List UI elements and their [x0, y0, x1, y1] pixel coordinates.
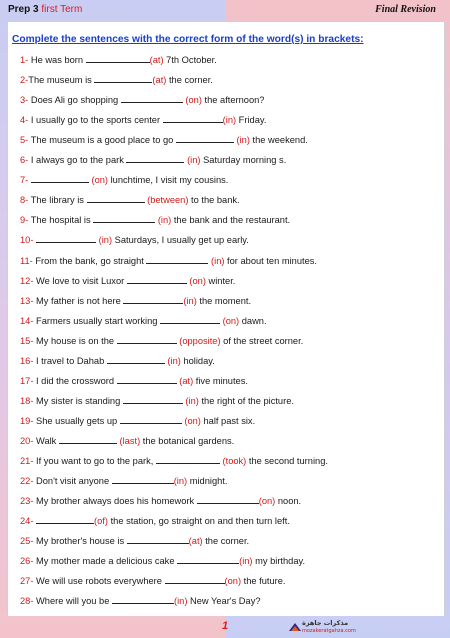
bracket-word: (in)	[183, 295, 197, 306]
question-text: the second turning.	[246, 456, 328, 466]
question-text: Where will you be	[33, 596, 112, 607]
bracket-word: (on)	[184, 415, 201, 426]
question-text: for about ten minutes.	[224, 255, 317, 266]
answer-blank[interactable]	[86, 53, 150, 63]
answer-blank[interactable]	[121, 93, 183, 103]
question-text: Walk	[33, 435, 59, 446]
bracket-word: (on)	[189, 275, 206, 286]
question-text: New Year's Day?	[187, 596, 261, 607]
question-item	[20, 93, 264, 106]
answer-blank[interactable]	[112, 474, 174, 484]
logo-arabic-text: مذكرات جاهزة	[302, 619, 349, 627]
question-number: 20-	[20, 435, 34, 446]
bracket-word: (in)	[211, 255, 225, 266]
answer-blank[interactable]	[36, 233, 96, 243]
answer-blank[interactable]	[146, 254, 208, 264]
bracket-word: (on)	[258, 496, 276, 507]
question-number: 6-	[20, 155, 29, 166]
bracket-word: (in)	[236, 135, 250, 146]
answer-blank[interactable]	[107, 354, 165, 364]
question-text: My sister is standing	[33, 395, 123, 406]
bracket-word: (at)	[149, 55, 164, 65]
bracket-word: (at)	[188, 536, 203, 547]
question-text: the moment.	[196, 295, 252, 306]
question-item	[20, 514, 290, 527]
answer-blank[interactable]	[176, 133, 234, 143]
question-number: 18-	[20, 395, 34, 406]
question-item	[20, 133, 308, 146]
answer-blank[interactable]	[165, 574, 225, 584]
answer-blank[interactable]	[93, 213, 155, 223]
question-item	[20, 454, 328, 467]
question-text: the afternoon?	[201, 95, 265, 106]
question-text: noon.	[275, 496, 302, 507]
bracket-word: (at)	[152, 75, 167, 86]
page-number: 1	[222, 620, 229, 632]
question-item	[20, 374, 248, 387]
question-item	[20, 554, 305, 567]
answer-blank[interactable]	[177, 554, 239, 564]
question-item	[20, 314, 267, 327]
question-text: dawn.	[239, 315, 267, 326]
question-text: From the bank, go straight	[32, 255, 147, 266]
question-number: 7-	[20, 175, 29, 186]
question-item	[20, 53, 217, 66]
question-item	[20, 294, 251, 307]
question-number: 5-	[20, 135, 29, 146]
question-number: 15-	[20, 335, 34, 346]
question-item	[20, 274, 235, 287]
book-logo-icon	[288, 620, 302, 634]
question-number: 10-	[20, 235, 34, 246]
bracket-word: (in)	[98, 235, 113, 246]
question-item	[20, 494, 301, 507]
question-item	[20, 213, 290, 226]
question-item	[20, 354, 215, 367]
bracket-word: (in)	[157, 215, 172, 226]
bracket-word: (in)	[187, 155, 201, 166]
question-number: 2-	[20, 75, 29, 86]
question-text: my birthday.	[252, 556, 306, 567]
question-text: He was born	[28, 55, 86, 65]
question-text: of the street corner.	[220, 335, 304, 346]
question-text: Does Ali go shopping	[28, 95, 121, 106]
question-number: 13-	[20, 295, 34, 306]
question-text: I usually go to the sports center	[28, 115, 163, 126]
question-item	[20, 534, 249, 547]
term-text: first Term	[41, 4, 83, 15]
bracket-word: (on)	[224, 576, 242, 587]
bracket-word: (in)	[222, 115, 237, 126]
level-text: Prep 3	[8, 4, 39, 15]
question-text: My brother's house is	[33, 536, 127, 547]
question-text: I did the crossword	[33, 375, 117, 386]
question-text: the weekend.	[249, 135, 308, 146]
question-text: the bank and the restaurant.	[171, 215, 291, 226]
question-item	[20, 113, 266, 126]
question-number: 1-	[20, 55, 29, 65]
question-text: half past six.	[200, 415, 256, 426]
question-text: My house is on the	[33, 335, 117, 346]
bracket-word: (in)	[173, 476, 188, 487]
question-number: 8-	[20, 195, 29, 206]
answer-blank[interactable]	[117, 334, 177, 344]
logo-site-text: mozakeratgahza.com	[302, 628, 356, 634]
question-item	[20, 334, 303, 347]
bracket-word: (took)	[222, 456, 247, 466]
question-text: The hospital is	[28, 215, 94, 226]
question-text: the corner.	[166, 75, 213, 86]
question-number: 3-	[20, 95, 29, 106]
answer-blank[interactable]	[94, 73, 152, 83]
question-number: 27-	[20, 576, 34, 587]
question-number: 19-	[20, 415, 34, 426]
question-item	[20, 173, 228, 186]
bracket-word: (on)	[91, 175, 109, 186]
final-revision-title: Final Revision	[375, 4, 436, 15]
question-text: My father is not here	[33, 295, 124, 306]
question-item	[20, 254, 317, 267]
question-item	[20, 414, 255, 427]
question-item	[20, 153, 286, 166]
question-text: My mother made a delicious cake	[33, 556, 178, 567]
question-text: The museum is a good place to go	[28, 135, 176, 146]
question-item	[20, 434, 234, 447]
bracket-word: (between)	[147, 195, 189, 206]
question-text: My brother always does his homework	[33, 496, 197, 507]
question-text: midnight.	[187, 476, 228, 487]
question-text: If you want to go to the park,	[33, 456, 156, 466]
question-text: The museum is	[28, 75, 95, 86]
question-number: 12-	[20, 275, 34, 286]
bracket-word: (in)	[173, 596, 188, 607]
question-text: Saturday morning s.	[200, 155, 287, 166]
question-text: She usually gets up	[33, 415, 120, 426]
question-text: the botanical gardens.	[140, 435, 235, 446]
level-label	[8, 4, 82, 15]
question-text: Saturdays, I usually get up early.	[112, 235, 249, 246]
answer-blank[interactable]	[123, 294, 183, 304]
answer-blank[interactable]	[160, 314, 220, 324]
question-text: We love to visit Luxor	[33, 275, 127, 286]
answer-blank[interactable]	[112, 594, 174, 604]
question-number: 23-	[20, 496, 34, 507]
question-text: the right of the picture.	[198, 395, 294, 406]
answer-blank[interactable]	[117, 374, 177, 384]
question-text: five minutes.	[193, 375, 248, 386]
bracket-word: (of)	[94, 516, 108, 527]
question-number: 26-	[20, 556, 34, 567]
question-text: winter.	[205, 275, 236, 286]
bracket-word: (in)	[185, 395, 199, 406]
question-number: 17-	[20, 375, 34, 386]
question-number: 24-	[20, 516, 34, 527]
question-text: to the bank.	[188, 195, 240, 206]
question-item	[20, 594, 261, 607]
question-number: 14-	[20, 315, 34, 326]
question-item	[20, 233, 249, 246]
answer-blank[interactable]	[163, 113, 223, 123]
question-number: 16-	[20, 355, 34, 366]
question-text: the future.	[241, 576, 286, 587]
question-item	[20, 193, 240, 206]
answer-blank[interactable]	[59, 434, 117, 444]
question-text: We will use robots everywhere	[33, 576, 165, 587]
bracket-word: (opposite)	[179, 335, 221, 346]
question-text: lunchtime, I visit my cousins.	[108, 175, 229, 186]
question-text: 7th October.	[163, 55, 217, 65]
question-number: 9-	[20, 215, 29, 226]
answer-blank[interactable]	[127, 274, 187, 284]
site-logo	[288, 618, 368, 638]
answer-blank[interactable]	[127, 534, 189, 544]
question-text: Don't visit anyone	[33, 476, 112, 487]
question-text: holiday.	[180, 355, 215, 366]
question-number: 25-	[20, 536, 34, 547]
question-number: 4-	[20, 115, 29, 126]
answer-blank[interactable]	[123, 394, 183, 404]
instruction-heading: Complete the sentences with the correct form of the word(s) in brackets:	[12, 34, 364, 45]
question-number: 22-	[20, 476, 34, 487]
question-text: I travel to Dahab	[33, 355, 107, 366]
question-text: The library is	[28, 195, 87, 206]
bracket-word: (in)	[239, 556, 253, 567]
answer-blank[interactable]	[87, 193, 145, 203]
bracket-word: (in)	[167, 355, 181, 366]
question-item	[20, 574, 286, 587]
answer-blank[interactable]	[31, 173, 89, 183]
answer-blank[interactable]	[197, 494, 259, 504]
answer-blank[interactable]	[36, 514, 94, 524]
answer-blank[interactable]	[120, 414, 182, 424]
question-number: 28-	[20, 596, 34, 607]
bracket-word: (on)	[222, 315, 240, 326]
question-text: the station, go straight on and then turn left.	[107, 516, 290, 527]
question-text: I always go to the park	[28, 155, 127, 166]
question-number: 11-	[20, 255, 33, 266]
answer-blank[interactable]	[126, 153, 184, 163]
bracket-word: (at)	[179, 375, 194, 386]
question-text: Friday.	[236, 115, 267, 126]
page-header	[0, 0, 450, 20]
answer-blank[interactable]	[156, 454, 220, 464]
question-text: the corner.	[202, 536, 250, 547]
bracket-word: (on)	[185, 95, 202, 106]
question-number: 21-	[20, 456, 34, 466]
bracket-word: (last)	[119, 435, 141, 446]
question-item	[20, 394, 294, 407]
question-item	[20, 474, 227, 487]
question-text: Farmers usually start working	[33, 315, 161, 326]
question-item	[20, 73, 213, 86]
